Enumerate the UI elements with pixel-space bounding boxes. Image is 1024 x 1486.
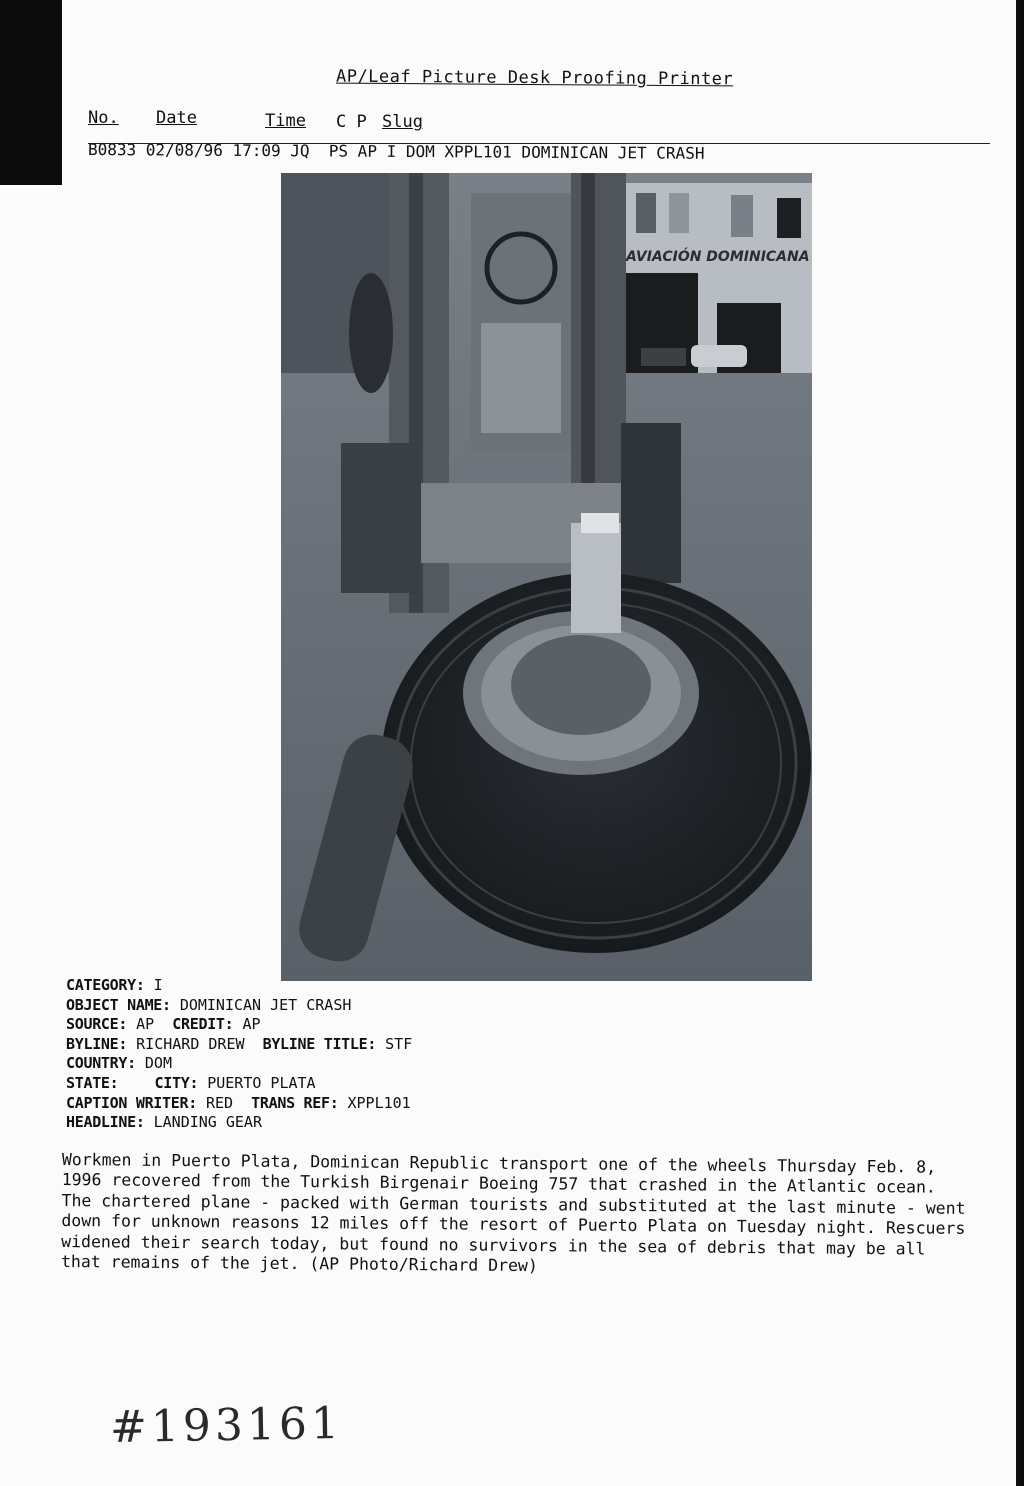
scan-border: [0, 0, 62, 185]
column-date: Date: [156, 108, 197, 128]
printer-title: AP/Leaf Picture Desk Proofing Printer: [335, 66, 734, 90]
object-name-value: DOMINICAN JET CRASH: [179, 995, 352, 1014]
headline-label: HEADLINE:: [66, 1113, 145, 1132]
news-photo: [281, 173, 812, 981]
caption-writer-row: [66, 1094, 412, 1114]
source-row: [66, 1015, 412, 1035]
credit-label: CREDIT:: [172, 1015, 234, 1034]
country-label: COUNTRY:: [66, 1054, 136, 1073]
metadata-block: [66, 976, 412, 1133]
column-slug: Slug: [382, 112, 423, 132]
headline-row: [66, 1113, 412, 1133]
photo-illustration: [281, 173, 812, 981]
byline-title-value: STF: [385, 1034, 413, 1053]
trans-ref-value: XPPL101: [347, 1093, 411, 1112]
byline-value: RICHARD DREW: [136, 1034, 245, 1053]
credit-value: AP: [242, 1015, 261, 1034]
country-row: [66, 1054, 412, 1074]
record-line: B0833 02/08/96 17:09 JQ PS AP I DOM XPPL101 DOMINICAN JET CRASH: [87, 140, 705, 163]
caption-text: Workmen in Puerto Plata, Dominican Republic transport one of the wheels Thursday Feb. 8, 1996 recovered from the Turkish Birgenair Boeing 757 that crashed in the Atlantic ocean. The chartered plane - packed with German tourists and substituted at the last minute - went down for unknown reasons 12 miles off the resort of Puerto Plata on Tuesday night. Rescuers widened their search today, but found no survivors in the sea of debris that may be all that remains of the jet. (AP Photo/Richard Drew): [60, 1150, 966, 1276]
handwritten-number: #193161: [109, 1397, 344, 1454]
city-label: CITY:: [154, 1073, 199, 1092]
building-sign: AVIACIÓN DOMINICANA: [626, 249, 810, 265]
column-cp: C P: [336, 112, 367, 132]
trans-ref-label: TRANS REF:: [251, 1093, 339, 1112]
city-value: PUERTO PLATA: [207, 1073, 316, 1092]
caption-writer-label: CAPTION WRITER:: [66, 1093, 197, 1112]
source-value: AP: [136, 1015, 155, 1034]
country-value: DOM: [144, 1054, 172, 1073]
column-time: Time: [265, 111, 306, 131]
state-label: STATE:: [66, 1073, 119, 1092]
scan-edge: [1016, 0, 1020, 1486]
category-value: I: [153, 976, 163, 994]
caption-writer-value: RED: [206, 1093, 234, 1112]
photo-caption: [61, 1150, 972, 1280]
state-row: [66, 1074, 412, 1094]
category-row: [66, 976, 412, 996]
byline-row: [66, 1035, 412, 1055]
byline-label: BYLINE:: [66, 1034, 128, 1053]
byline-title-label: BYLINE TITLE:: [262, 1034, 377, 1053]
column-no: No.: [88, 108, 119, 128]
object-name-label: OBJECT NAME:: [66, 995, 171, 1014]
source-label: SOURCE:: [66, 1015, 128, 1034]
category-label: CATEGORY:: [66, 976, 145, 994]
object-name-row: [66, 996, 412, 1016]
headline-value: LANDING GEAR: [153, 1113, 262, 1132]
